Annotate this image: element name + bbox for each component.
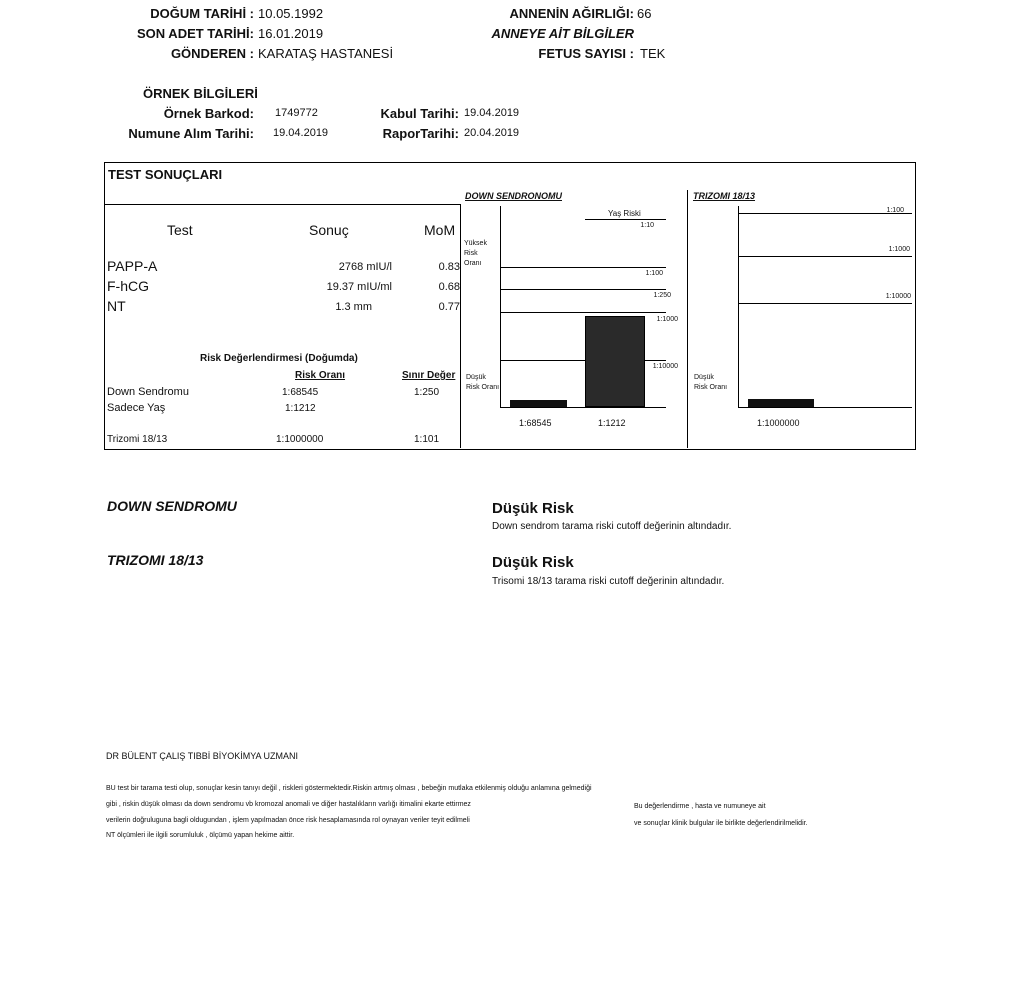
col-test-header: Test — [167, 222, 193, 238]
limit-value-header: Sınır Değer — [402, 370, 456, 381]
conclusion-status: Düşük Risk — [492, 500, 574, 517]
test-name: PAPP-A — [107, 258, 158, 274]
results-header-rule — [104, 204, 460, 205]
test-mom: 0.83 — [438, 261, 460, 273]
mother-weight-label: ANNENİN AĞIRLIĞI: — [509, 6, 634, 21]
down-level-label: 1:250 — [653, 292, 671, 299]
risk-row-name: Sadece Yaş — [107, 402, 166, 414]
risk-row-ratio: 1:1212 — [285, 403, 316, 414]
age-risk-label: Yaş Riski — [608, 209, 641, 218]
conclusion-note: Down sendrom tarama riski cutoff değerinin altındadır. — [492, 521, 732, 532]
col-result-header: Sonuç — [309, 222, 349, 238]
down-level-label: 1:100 — [645, 270, 663, 277]
trisomy-chart-x-axis — [738, 407, 912, 408]
test-name: NT — [107, 298, 126, 314]
chart-divider — [687, 190, 688, 448]
collection-date-label: Numune Alım Tarihi: — [128, 126, 254, 141]
down-bar-age — [585, 316, 645, 407]
birth-date-value: 10.05.1992 — [258, 6, 324, 21]
last-period-label: SON ADET TARİHİ: — [137, 26, 254, 41]
test-result: 2768 mIU/l — [338, 261, 392, 273]
down-level-line — [585, 219, 666, 220]
down-chart-title: DOWN SENDRONOMU — [465, 191, 562, 201]
down-level-label: 1:10 — [640, 222, 654, 229]
down-low-label-1: Düşük — [466, 374, 486, 381]
risk-ratio-header: Risk Oranı — [295, 370, 346, 381]
conclusion-note: Trisomi 18/13 tarama riski cutoff değerinin altındadır. — [492, 576, 725, 587]
test-result: 19.37 mIU/ml — [326, 281, 392, 293]
disclaimer-line: verilerin doğruluguna bagli oldugundan , işlem yapılmadan önce risk hesaplamasında rol oynayan veriler teyit edilmeli — [106, 817, 470, 824]
conclusion-status: Düşük Risk — [492, 554, 574, 571]
doctor-signature: DR BÜLENT ÇALIŞ TIBBİ BİYOKİMYA UZMANI — [106, 751, 299, 761]
trisomy-level-label: 1:10000 — [885, 293, 911, 300]
fetus-count-label: FETUS SAYISI : — [538, 46, 634, 61]
down-bar-label: 1:1212 — [598, 418, 626, 428]
barcode-label: Örnek Barkod: — [163, 106, 254, 121]
trisomy-level-label: 1:1000 — [888, 246, 910, 253]
risk-row-name: Trizomi 18/13 — [107, 434, 168, 445]
down-bar-patient — [510, 400, 567, 407]
disclaimer-line: gibi , riskin düşük olması da down sendromu vb kromozal anomali ve diğer hastalıkların varlığı itimalini ekarte ettirmez — [106, 801, 471, 808]
test-mom: 0.68 — [438, 281, 460, 293]
down-bar-label: 1:68545 — [519, 418, 552, 428]
trisomy-bar-patient — [748, 399, 814, 407]
risk-eval-title: Risk Değerlendirmesi (Doğumda) — [200, 353, 358, 364]
risk-row-limit: 1:250 — [414, 387, 440, 398]
conclusion-name: DOWN SENDROMU — [107, 498, 237, 514]
results-title: TEST SONUÇLARI — [108, 167, 223, 182]
risk-row-limit: 1:101 — [414, 434, 440, 445]
test-result: 1.3 mm — [335, 301, 372, 313]
trisomy-chart-y-axis — [738, 206, 739, 408]
sender-value: KARATAŞ HASTANESİ — [258, 46, 394, 61]
trisomy-bar-label: 1:1000000 — [757, 418, 800, 428]
down-level-line — [500, 312, 666, 313]
results-divider — [460, 204, 461, 448]
disclaimer-line: NT ölçümleri ile ilgili sorumluluk , ölçümü yapan hekime aittir. — [106, 832, 295, 839]
accept-date-label: Kabul Tarihi: — [380, 106, 459, 121]
disclaimer-line: BU test bir tarama testi olup, sonuçlar kesin tanıyı değil , riskleri göstermektedir.Riskin artmış olması , bebeğin mutlaka etkilenmiş olduğu anlamına gelmediği — [106, 785, 592, 792]
risk-row-ratio: 1:68545 — [282, 387, 319, 398]
col-mom-header: MoM — [424, 222, 456, 238]
down-high-label-2: Risk — [464, 250, 478, 257]
down-level-line — [500, 289, 666, 290]
conclusion-name: TRIZOMI 18/13 — [107, 552, 204, 568]
collection-date-value: 19.04.2019 — [273, 127, 329, 139]
barcode-value: 1749772 — [275, 107, 318, 119]
down-high-label-3: Oranı — [464, 260, 482, 267]
last-period-value: 16.01.2019 — [258, 26, 324, 41]
birth-date-label: DOĞUM TARİHİ : — [150, 6, 254, 21]
disclaimer-side-line: Bu değerlendirme , hasta ve numuneye ait — [634, 803, 766, 810]
fetus-count-value: TEK — [640, 46, 666, 61]
mother-weight-value: 66 — [637, 6, 652, 21]
disclaimer-side-line: ve sonuçlar klinik bulgular ile birlikte değerlendirilmelidir. — [634, 820, 808, 827]
test-mom: 0.77 — [438, 301, 460, 313]
trisomy-low-label-1: Düşük — [694, 374, 714, 381]
down-chart-y-axis — [500, 206, 501, 408]
down-low-label-2: Risk Oranı — [466, 384, 500, 391]
trisomy-level-line — [738, 256, 912, 257]
accept-date-value: 19.04.2019 — [464, 107, 520, 119]
report-date-label: RaporTarihi: — [382, 126, 459, 141]
risk-row-name: Down Sendromu — [107, 386, 189, 398]
sender-label: GÖNDEREN : — [170, 46, 254, 61]
trisomy-low-label-2: Risk Oranı — [694, 384, 728, 391]
mother-info-heading: ANNEYE AİT BİLGİLER — [491, 26, 634, 41]
report-date-value: 20.04.2019 — [464, 127, 520, 139]
risk-row-ratio: 1:1000000 — [276, 434, 324, 445]
down-level-line — [500, 267, 666, 268]
test-name: F-hCG — [107, 278, 149, 294]
trisomy-level-line — [738, 303, 912, 304]
sample-section-title: ÖRNEK BİLGİLERİ — [143, 86, 258, 101]
trisomy-level-label: 1:100 — [886, 207, 904, 214]
down-level-label: 1:1000 — [656, 316, 678, 323]
down-high-label-1: Yüksek — [464, 240, 487, 247]
down-chart-x-axis — [500, 407, 666, 408]
down-level-label: 1:10000 — [652, 363, 678, 370]
trisomy-chart-title: TRIZOMI 18/13 — [693, 191, 756, 201]
